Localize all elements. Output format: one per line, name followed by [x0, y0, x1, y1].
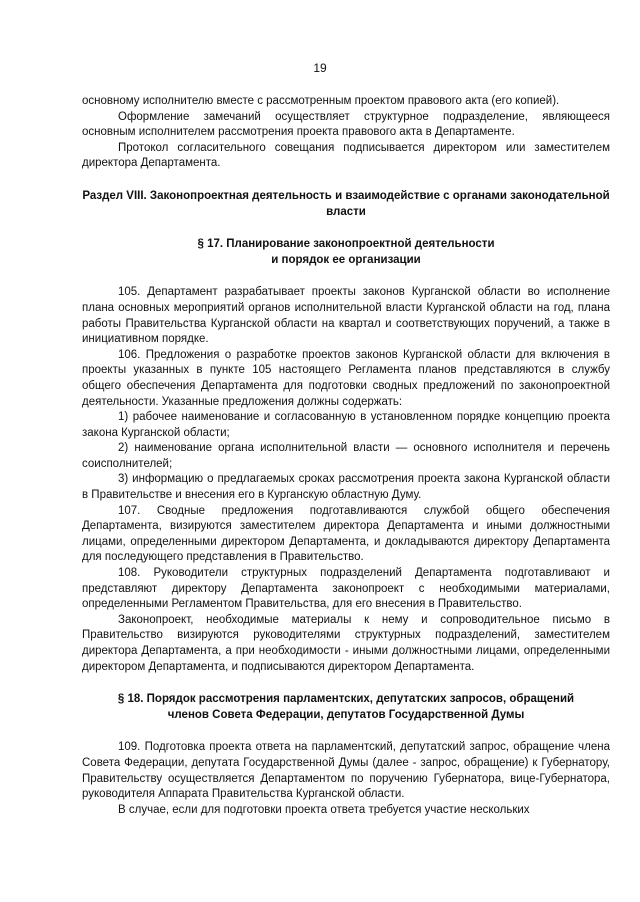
subsection-18-heading-line2: членов Совета Федерации, депутатов Государственной Думы [167, 708, 525, 721]
subsection-17-heading-line2: и порядок ее организации [271, 253, 421, 266]
paragraph: основному исполнителю вместе с рассмотренным проектом правового акта (его копией). [82, 95, 560, 107]
document-body [82, 94, 610, 818]
section-heading: Раздел VIII. Законопроектная деятельность и взаимодействие с органами законодательной власти [82, 189, 610, 218]
list-item-3: 3) информацию о предлагаемых сроках рассмотрения проекта закона Курганской области в Правительстве и внесения его в Курганскую областную Думу. [82, 473, 610, 502]
paragraph: В случае, если для подготовки проекта ответа требуется участие нескольких [118, 803, 530, 816]
paragraph: Оформление замечаний осуществляет структурное подразделение, являющееся основным исполнителем рассмотрения проекта правового акта в Департаменте. [82, 110, 610, 139]
paragraph-107: 107. Сводные предложения подготавливаются службой общего обеспечения Департамента, визируются заместителем директора Департамента и иными должностными лицами, определенными директором Департамента, и докладываются директору Департамента для последующего представления в Правительство. [82, 504, 610, 564]
list-item-2: 2) наименование органа исполнительной власти — основного исполнителя и перечень соисполнителей; [82, 442, 610, 470]
subsection-18-heading-line1: § 18. Порядок рассмотрения парламентских, депутатских запросов, обращений [117, 693, 575, 706]
paragraph-106: 106. Предложения о разработке проектов законов Курганской области для включения в проекты указанных в пункте 105 настоящего Регламента планов представляются в службу общего обеспечения Департамента для подготовки сводных предложений по законопроектной деятельности. Указанные предложения должны содержать: [82, 348, 610, 408]
paragraph-108: 108. Руководители структурных подразделений Департамента подготавливают и представляют директору Департамента законопроект с необходимыми материалами, определенными Регламентом Правительства, для его внесения в Правительство. [82, 567, 610, 611]
page-number: 19 [313, 61, 327, 75]
paragraph-109: 109. Подготовка проекта ответа на парламентский, депутатский запрос, обращение члена Совета Федерации, депутата Государственной Думы (далее - запрос, обращение) к Губернатору, Правительству осуществляется Департаментом по поручению Губернатора, вице-Губернатора, руководителя Аппарата Правительства Курганской области. [82, 741, 610, 801]
paragraph: Законопроект, необходимые материалы к нему и сопроводительное письмо в Правительство визируются руководителями структурных подразделений, заместителем директора Департамента, а при необходимости - иными должностными лицами, определенными директором Департамента, и подписываются директором Департамента. [82, 613, 610, 673]
subsection-17-heading-line1: § 17. Планирование законопроектной деятельности [197, 238, 495, 251]
paragraph-105: 105. Департамент разрабатывает проекты законов Курганской области во исполнение плана основных мероприятий органов исполнительной власти Курганской области на год, плана работы Правительства Курганской области на квартал и соответствующих поручений, а также в инициативном порядке. [82, 286, 610, 346]
list-item-1: 1) рабочее наименование и согласованную в установленном порядке концепцию проекта закона Курганской области; [82, 411, 610, 439]
paragraph: Протокол согласительного совещания подписывается директором или заместителем директора Департамента. [82, 141, 610, 170]
